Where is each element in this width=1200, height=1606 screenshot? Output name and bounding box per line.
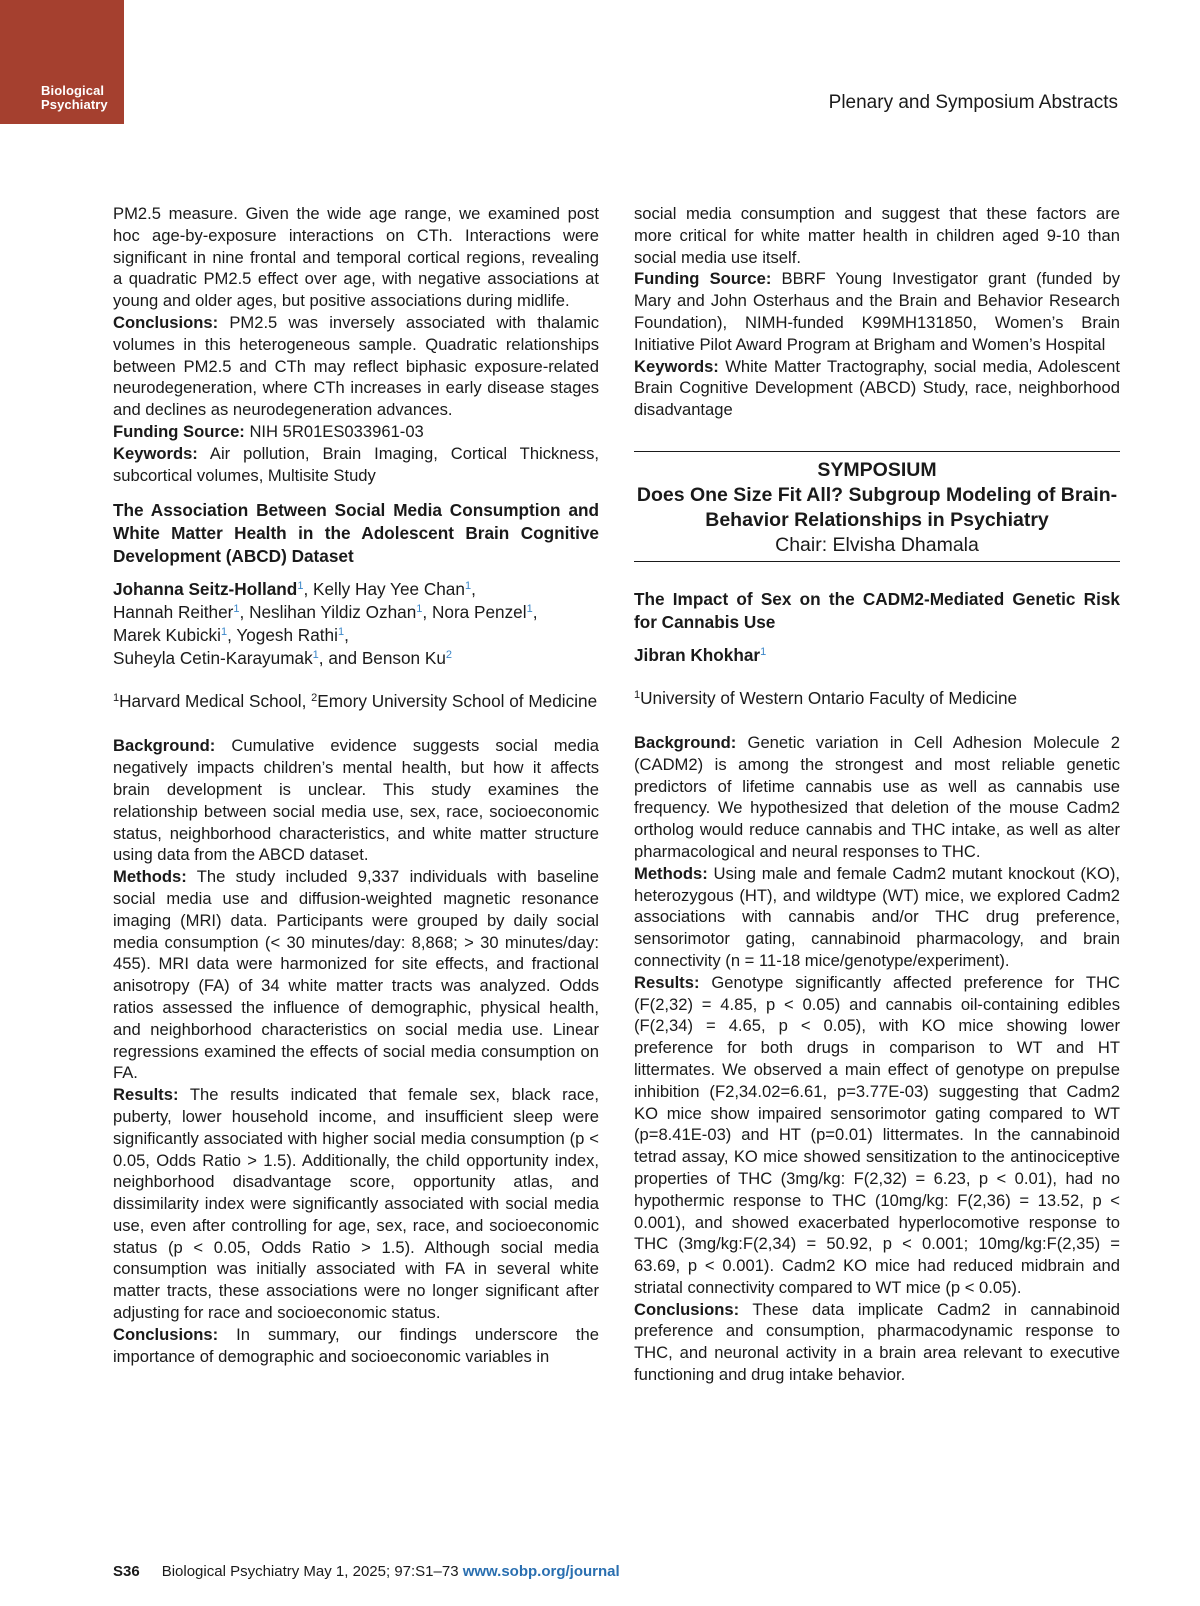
funding-paragraph	[113, 421, 599, 443]
journal-logo	[0, 0, 124, 124]
affiliations	[113, 690, 599, 713]
section-label: Conclusions:	[113, 1324, 219, 1344]
section-label: Conclusions:	[634, 1299, 740, 1319]
section-text: PM2.5 was inversely associated with thalamic volumes in this heterogeneous sample. Quadratic relationships between PM2.5 and CTh may reflect biphasic exposure-related neurodegeneration, where CTh increases in early disease stages and declines as neurodegeneration advances.	[113, 312, 599, 420]
section-label: Conclusions:	[113, 312, 219, 332]
affiliation-text: Harvard Medical School,	[119, 691, 312, 712]
author-separator: , and	[318, 648, 362, 669]
author-affiliation-marker: 1	[526, 603, 533, 616]
section-text: Genotype significantly affected preference for THC (F(2,32) = 4.85, p < 0.05) and cannabis oil-containing edibles (F(2,34) = 4.65, p < 0.05), with KO mice showing lower preference for both drugs in comparison to WT and HT littermates. We observed a main effect of genotype on prepulse inhibition (F2,34.02=6.61, p=3.77E-03) suggesting that Cadm2 KO mice show impaired sensorimotor gating compared to WT (p=8.41E-03) and HT (p=0.01) littermates. In the cannabinoid tetrad assay, KO mice showed sensitization to the antinociceptive properties of THC (3mg/kg: F(2,32) = 6.23, p < 0.01), had no hypothermic response to THC (10mg/kg: F(2,36) = 13.52, p < 0.001), and showed exacerbated hyperlocomotive response to THC (3mg/kg:F(2,34) = 50.92, p < 0.001; 10mg/kg:F(2,35) = 63.69, p < 0.001). Cadm2 KO mice had reduced midbrain and striatal connectivity compared to WT mice (p < 0.05).	[634, 972, 1120, 1297]
methods-paragraph	[113, 866, 599, 1084]
article-title: The Impact of Sex on the CADM2-Mediated Genetic Risk for Cannabis Use	[634, 588, 1120, 632]
keywords-paragraph	[634, 356, 1120, 421]
section-label: Keywords:	[113, 443, 198, 463]
continued-paragraph: PM2.5 measure. Given the wide age range, we examined post hoc age-by-exposure interactions on CTh. Interactions were significant in nine frontal and temporal cortical regions, revealing a quadratic PM2.5 effect over age, with negative associations at young and older ages, but positive associations during midlife.	[113, 204, 599, 311]
section-label: Methods:	[634, 863, 708, 883]
affiliation-marker: 1	[113, 692, 120, 705]
journal-logo-text	[41, 84, 108, 112]
author-name: Marek Kubicki	[113, 625, 221, 646]
section-text: The results indicated that female sex, black race, puberty, lower household income, and insufficient sleep were significantly associated with higher social media consumption (p < 0.05, Odds Ratio > 1.5). Additionally, the child opportunity index, neighborhood disadvantage score, opportunity atlas, and dissimilarity index were significantly associated with social media use, even after controlling for age, sex, race, and socioeconomic status (p < 0.05, Odds Ratio > 1.5). Although social media consumption was initially associated with FA in several white matter tracts, these associations were no longer significant after adjusting for race and socioeconomic status.	[113, 1085, 599, 1323]
affiliation-text: University of Western Ontario Faculty of Medicine	[640, 687, 1018, 708]
section-label: Funding Source:	[634, 269, 772, 289]
left-column	[113, 203, 599, 1367]
keywords-paragraph	[113, 443, 599, 487]
section-text: These data implicate Cadm2 in cannabinoid preference and consumption, pharmacodynamic response to THC, and neuronal activity in a brain area relevant to executive functioning and drug intake behavior.	[634, 1299, 1120, 1385]
section-text: Using male and female Cadm2 mutant knockout (KO), heterozygous (HT), and wildtype (WT) mice, we explored Cadm2 associations with cannabis and/or THC drug preference, sensorimotor gating, cannabinoid pharmacology, and brain connectivity (n = 11-18 mice/genotype/experiment).	[634, 863, 1120, 970]
affiliation-marker: 2	[311, 692, 318, 705]
author-name: Suheyla Cetin-Karayumak	[113, 648, 313, 669]
author-separator: ,	[344, 625, 349, 646]
section-text: Genetic variation in Cell Adhesion Molecule 2 (CADM2) is among the strongest and most reliable genetic predictors of lifetime cannabis use as well as cannabis use frequency. We hypothesized that deletion of the mouse Cadm2 ortholog would reduce cannabis and THC intake, as well as alter pharmacological and neural responses to THC.	[634, 732, 1120, 861]
author-affiliation-marker: 1	[337, 626, 345, 639]
page-footer	[113, 1563, 620, 1580]
author-separator: ,	[239, 602, 250, 623]
author-list	[634, 644, 1120, 667]
author-separator: ,	[471, 579, 476, 600]
affiliation-marker: 1	[634, 688, 641, 701]
author-affiliation-marker: 1	[297, 580, 304, 593]
author-affiliation-marker: 1	[233, 603, 240, 616]
conclusions-paragraph	[113, 1324, 599, 1368]
section-text: NIH 5R01ES033961-03	[244, 421, 424, 441]
results-paragraph	[634, 972, 1120, 1299]
author-name: Yogesh Rathi	[236, 625, 338, 646]
right-column	[634, 203, 1120, 1386]
logo-line2: Psychiatry	[41, 97, 108, 112]
author-name: Kelly Hay Yee Chan	[313, 579, 465, 600]
author-affiliation-marker: 1	[220, 626, 228, 639]
author-list	[113, 578, 599, 670]
section-label: Results:	[634, 972, 700, 992]
background-paragraph	[634, 732, 1120, 863]
author-name: Johanna Seitz-Holland	[113, 579, 298, 600]
journal-url-link[interactable]: www.sobp.org/journal	[462, 1563, 620, 1580]
section-label: Keywords:	[634, 356, 719, 376]
running-head: Plenary and Symposium Abstracts	[828, 92, 1118, 113]
section-text: White Matter Tractography, social media, Adolescent Brain Cognitive Development (ABCD) Study, race, neighborhood disadvantage	[634, 356, 1120, 420]
author-name: Neslihan Yildiz Ozhan	[249, 602, 417, 623]
page-number: S36	[113, 1563, 140, 1580]
symposium-title: Does One Size Fit All? Subgroup Modeling of Brain-Behavior Relationships in Psychiatry	[636, 483, 1118, 531]
section-label: Background:	[113, 736, 216, 756]
methods-paragraph	[634, 863, 1120, 972]
section-text: Cumulative evidence suggests social media negatively impacts children’s mental health, but how it affects brain development is unclear. This study examines the relationship between social media use, sex, race, socioeconomic status, neighborhood characteristics, and white matter structure using data from the ABCD dataset.	[113, 736, 599, 865]
author-name: Jibran Khokhar	[634, 644, 761, 665]
conclusions-paragraph	[634, 1299, 1120, 1386]
section-label: Methods:	[113, 867, 187, 887]
results-paragraph	[113, 1084, 599, 1324]
article-title: The Association Between Social Media Consumption and White Matter Health in the Adolescent Brain Cognitive Development (ABCD) Dataset	[113, 500, 599, 567]
symposium-chair: Chair: Elvisha Dhamala	[775, 533, 979, 556]
symposium-header	[634, 451, 1120, 562]
affiliation-text: Emory University School of Medicine	[317, 691, 598, 712]
funding-paragraph	[634, 268, 1120, 355]
continued-paragraph: social media consumption and suggest that these factors are more critical for white matter health in children aged 9-10 than social media use itself.	[634, 204, 1120, 267]
author-affiliation-marker: 1	[760, 645, 767, 658]
section-label: Funding Source:	[113, 421, 245, 441]
section-label: Results:	[113, 1085, 179, 1105]
background-paragraph	[113, 735, 599, 866]
section-label: Background:	[634, 732, 737, 752]
author-name: Benson Ku	[361, 648, 446, 669]
author-affiliation-marker: 1	[416, 603, 423, 616]
logo-line1: Biological	[41, 83, 105, 98]
author-name: Hannah Reither	[113, 602, 234, 623]
journal-citation: Biological Psychiatry May 1, 2025; 97:S1–73	[161, 1563, 463, 1580]
author-affiliation-marker: 1	[464, 580, 472, 593]
section-text: BBRF Young Investigator grant (funded by Mary and John Osterhaus and the Brain and Behavior Research Foundation), NIMH-funded K99MH131850, Women’s Brain Initiative Pilot Award Program at Brigham and Women’s Hospital	[634, 269, 1121, 354]
affiliations	[634, 687, 1120, 710]
author-name: Nora Penzel	[431, 602, 527, 623]
symposium-label: SYMPOSIUM	[817, 458, 937, 481]
section-text: Air pollution, Brain Imaging, Cortical Thickness, subcortical volumes, Multisite Study	[113, 443, 599, 485]
author-separator: ,	[227, 625, 237, 646]
section-text: In summary, our findings underscore the importance of demographic and socioeconomic variables in	[113, 1324, 599, 1366]
author-affiliation-marker: 2	[445, 649, 453, 662]
author-separator: ,	[422, 602, 432, 623]
author-separator: ,	[532, 602, 538, 623]
section-text: The study included 9,337 individuals with baseline social media use and diffusion-weighted magnetic resonance imaging (MRI) data. Participants were grouped by daily social media consumption (< 30 minutes/day: 8,868; > 30 minutes/day: 455). MRI data were harmonized for site effects, and fractional anisotropy (FA) of 34 white matter tracts was analyzed. Odds ratios assessed the influence of demographic, physical health, and neighborhood characteristics on social media use. Linear regressions examined the effects of social media consumption on FA.	[113, 867, 599, 1083]
author-affiliation-marker: 1	[312, 649, 319, 662]
conclusions-paragraph	[113, 312, 599, 421]
author-separator: ,	[303, 579, 313, 600]
